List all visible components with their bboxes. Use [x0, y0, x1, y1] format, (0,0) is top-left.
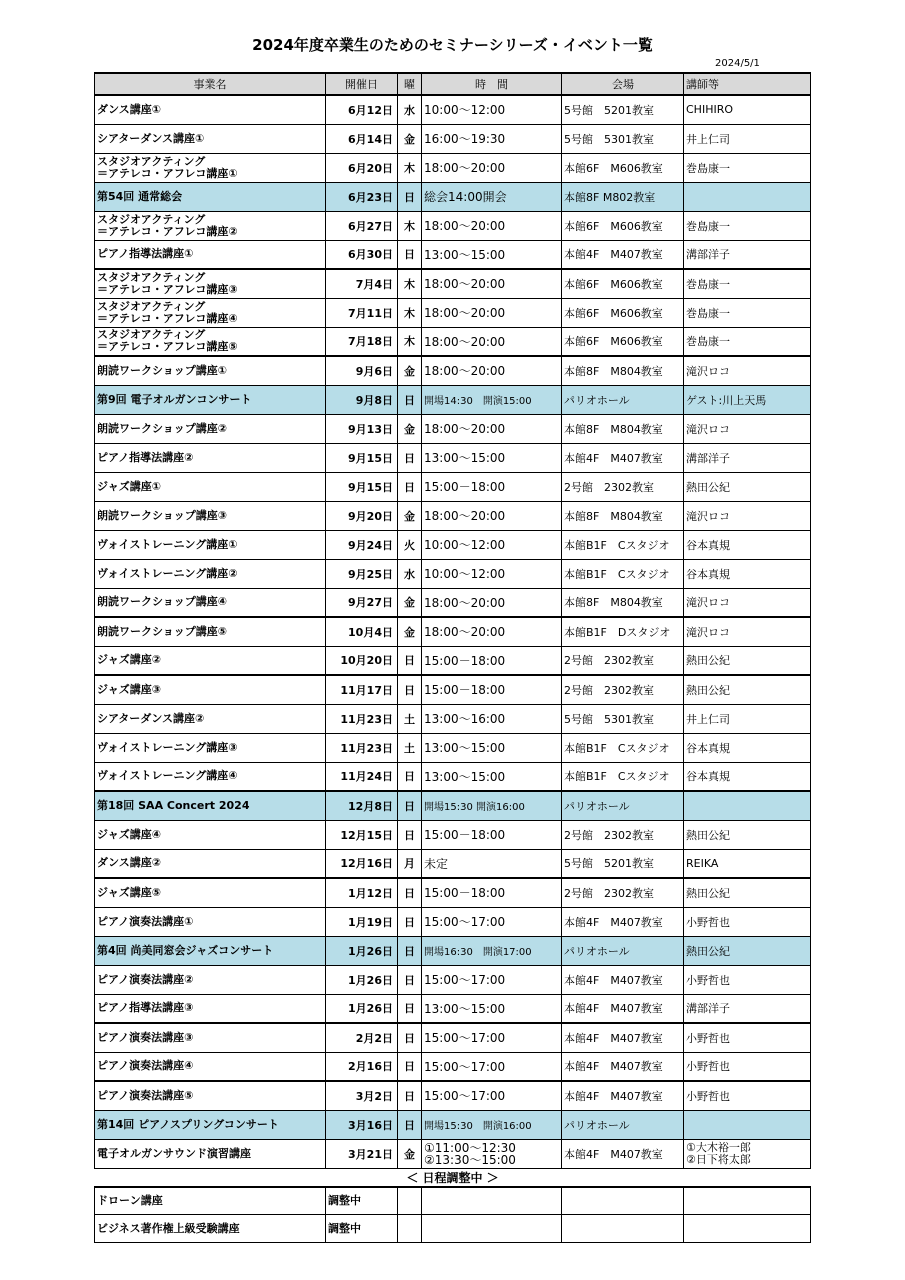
event-venue: 本館4F M407教室 — [562, 1052, 684, 1081]
table-row — [95, 878, 811, 907]
event-venue: 本館8F M804教室 — [562, 356, 684, 385]
event-time: 16:00～19:30 — [422, 124, 562, 153]
table-row — [95, 1023, 811, 1052]
event-venue: 本館6F M606教室 — [562, 211, 684, 240]
event-name: ダンス講座② — [95, 849, 326, 878]
event-name: ピアノ演奏法講座④ — [95, 1052, 326, 1081]
event-name: 第54回 通常総会 — [95, 182, 326, 211]
event-name: 朗読ワークショップ講座③ — [95, 501, 326, 530]
event-weekday: 日 — [398, 1052, 422, 1081]
event-weekday: 日 — [398, 1110, 422, 1139]
event-name: ピアノ演奏法講座③ — [95, 1023, 326, 1052]
event-time: 15:00～17:00 — [422, 1052, 562, 1081]
table-row — [95, 356, 811, 385]
event-name: スタジオアクティング ＝アテレコ・アフレコ講座⑤ — [95, 327, 326, 356]
event-name: シアターダンス講座① — [95, 124, 326, 153]
event-date: 9月25日 — [326, 559, 398, 588]
event-lecturer: 滝沢ロコ — [684, 356, 811, 385]
table-row — [95, 240, 811, 269]
table-row — [95, 820, 811, 849]
event-venue: 5号館 5301教室 — [562, 124, 684, 153]
event-name: ジャズ講座① — [95, 472, 326, 501]
table-row — [95, 1052, 811, 1081]
header-event-name: 事業名 — [95, 73, 326, 95]
event-date: 6月20日 — [326, 153, 398, 182]
event-time: 13:00～15:00 — [422, 762, 562, 791]
event-weekday: 金 — [398, 356, 422, 385]
event-time: 13:00～15:00 — [422, 443, 562, 472]
event-time: 15:00～17:00 — [422, 1023, 562, 1052]
event-time: 18:00～20:00 — [422, 617, 562, 646]
event-lecturer: 熱田公紀 — [684, 878, 811, 907]
event-weekday: 金 — [398, 414, 422, 443]
event-venue: 本館6F M606教室 — [562, 269, 684, 298]
event-lecturer: ①大木裕一郎 ②日下将太郎 — [684, 1139, 811, 1168]
event-weekday: 日 — [398, 936, 422, 965]
event-time: 10:00～12:00 — [422, 559, 562, 588]
event-venue: 本館4F M407教室 — [562, 1081, 684, 1110]
table-row — [95, 936, 811, 965]
event-venue: 本館6F M606教室 — [562, 153, 684, 182]
event-time: 15:00－18:00 — [422, 878, 562, 907]
event-venue: 5号館 5301教室 — [562, 704, 684, 733]
tbd-status: 調整中 — [326, 1215, 398, 1243]
event-date: 12月15日 — [326, 820, 398, 849]
event-weekday: 金 — [398, 617, 422, 646]
event-name: ピアノ指導法講座③ — [95, 994, 326, 1023]
page-title: 2024年度卒業生のためのセミナーシリーズ・イベント一覧 — [252, 36, 653, 54]
event-date: 6月23日 — [326, 182, 398, 211]
header-time: 時 間 — [422, 73, 562, 95]
event-time: 15:00－18:00 — [422, 472, 562, 501]
table-row — [95, 704, 811, 733]
event-lecturer: CHIHIRO — [684, 95, 811, 124]
table-header-row — [95, 73, 811, 95]
table-row — [95, 414, 811, 443]
event-lecturer: 滝沢ロコ — [684, 617, 811, 646]
event-name: ダンス講座① — [95, 95, 326, 124]
event-venue: 2号館 2302教室 — [562, 675, 684, 704]
event-lecturer: 谷本真規 — [684, 530, 811, 559]
tbd-status: 調整中 — [326, 1187, 398, 1215]
event-lecturer: REIKA — [684, 849, 811, 878]
empty-cell — [422, 1215, 562, 1243]
event-name: 第9回 電子オルガンコンサート — [95, 385, 326, 414]
event-date: 6月27日 — [326, 211, 398, 240]
empty-cell — [398, 1215, 422, 1243]
table-row — [95, 153, 811, 182]
event-time: 開場16:30 開演17:00 — [422, 936, 562, 965]
event-lecturer: 滝沢ロコ — [684, 501, 811, 530]
event-lecturer: 溝部洋子 — [684, 994, 811, 1023]
event-weekday: 日 — [398, 791, 422, 820]
table-row — [95, 733, 811, 762]
event-time: 15:00～17:00 — [422, 965, 562, 994]
event-lecturer: ゲスト:川上天馬 — [684, 385, 811, 414]
event-name: ピアノ演奏法講座② — [95, 965, 326, 994]
event-time: 15:00－18:00 — [422, 675, 562, 704]
table-row — [95, 443, 811, 472]
event-date: 1月26日 — [326, 994, 398, 1023]
event-date: 12月16日 — [326, 849, 398, 878]
event-name: 電子オルガンサウンド演習講座 — [95, 1139, 326, 1168]
empty-cell — [398, 1187, 422, 1215]
event-name: ヴォイストレーニング講座② — [95, 559, 326, 588]
event-weekday: 月 — [398, 849, 422, 878]
event-lecturer: 小野哲也 — [684, 907, 811, 936]
event-time: 13:00～15:00 — [422, 733, 562, 762]
header-date: 開催日 — [326, 73, 398, 95]
event-date: 10月4日 — [326, 617, 398, 646]
event-weekday: 木 — [398, 327, 422, 356]
event-time: 13:00～15:00 — [422, 240, 562, 269]
event-venue: 本館4F M407教室 — [562, 240, 684, 269]
event-name: ピアノ演奏法講座⑤ — [95, 1081, 326, 1110]
table-row — [95, 675, 811, 704]
schedule-pending-label: ＜ 日程調整中 ＞ — [406, 1170, 499, 1185]
table-row — [95, 472, 811, 501]
event-weekday: 木 — [398, 211, 422, 240]
event-weekday: 日 — [398, 1081, 422, 1110]
header-weekday: 曜 — [398, 73, 422, 95]
event-name: 第18回 SAA Concert 2024 — [95, 791, 326, 820]
event-time: 18:00～20:00 — [422, 211, 562, 240]
event-lecturer: 滝沢ロコ — [684, 588, 811, 617]
event-date: 6月12日 — [326, 95, 398, 124]
event-name: ピアノ指導法講座② — [95, 443, 326, 472]
event-time: 18:00～20:00 — [422, 327, 562, 356]
event-time: 18:00～20:00 — [422, 588, 562, 617]
table-row — [95, 762, 811, 791]
event-weekday: 日 — [398, 182, 422, 211]
event-weekday: 日 — [398, 994, 422, 1023]
event-date: 12月8日 — [326, 791, 398, 820]
event-name: 朗読ワークショップ講座② — [95, 414, 326, 443]
event-venue: 本館B1F Dスタジオ — [562, 617, 684, 646]
event-name: 第14回 ピアノスプリングコンサート — [95, 1110, 326, 1139]
event-table — [94, 72, 811, 1243]
event-lecturer — [684, 791, 811, 820]
tbd-event-name: ビジネス著作権上級受験講座 — [95, 1215, 326, 1243]
event-venue: 本館B1F Cスタジオ — [562, 733, 684, 762]
event-time: 18:00～20:00 — [422, 414, 562, 443]
event-time: 18:00～20:00 — [422, 153, 562, 182]
event-date: 9月20日 — [326, 501, 398, 530]
table-row — [95, 530, 811, 559]
event-date: 9月15日 — [326, 443, 398, 472]
event-name: 朗読ワークショップ講座④ — [95, 588, 326, 617]
event-venue: 本館8F M802教室 — [562, 182, 684, 211]
event-venue: 本館4F M407教室 — [562, 1139, 684, 1168]
event-name: ピアノ指導法講座① — [95, 240, 326, 269]
empty-cell — [684, 1215, 811, 1243]
tbd-row — [95, 1187, 811, 1215]
event-date: 7月11日 — [326, 298, 398, 327]
event-time: 18:00～20:00 — [422, 356, 562, 385]
document-date: 2024/5/1 — [715, 58, 760, 69]
table-row — [95, 559, 811, 588]
event-name: シアターダンス講座② — [95, 704, 326, 733]
event-name: スタジオアクティング ＝アテレコ・アフレコ講座③ — [95, 269, 326, 298]
event-date: 6月14日 — [326, 124, 398, 153]
event-date: 1月26日 — [326, 936, 398, 965]
event-date: 2月16日 — [326, 1052, 398, 1081]
event-venue: 本館4F M407教室 — [562, 965, 684, 994]
event-date: 11月24日 — [326, 762, 398, 791]
event-weekday: 水 — [398, 95, 422, 124]
event-date: 7月4日 — [326, 269, 398, 298]
event-date: 2月2日 — [326, 1023, 398, 1052]
event-weekday: 金 — [398, 588, 422, 617]
table-row — [95, 994, 811, 1023]
event-lecturer: 溝部洋子 — [684, 240, 811, 269]
event-lecturer: 熱田公紀 — [684, 675, 811, 704]
event-venue: 2号館 2302教室 — [562, 646, 684, 675]
event-time: 15:00－18:00 — [422, 820, 562, 849]
empty-cell — [422, 1187, 562, 1215]
event-time: 10:00～12:00 — [422, 530, 562, 559]
event-date: 11月23日 — [326, 704, 398, 733]
event-lecturer: 井上仁司 — [684, 704, 811, 733]
event-name: 第4回 尚美同窓会ジャズコンサート — [95, 936, 326, 965]
table-row — [95, 298, 811, 327]
event-date: 9月13日 — [326, 414, 398, 443]
table-row — [95, 588, 811, 617]
table-row — [95, 907, 811, 936]
event-date: 9月24日 — [326, 530, 398, 559]
tbd-row — [95, 1215, 811, 1243]
event-lecturer: 巻島康一 — [684, 327, 811, 356]
event-time: 18:00～20:00 — [422, 501, 562, 530]
event-lecturer: 小野哲也 — [684, 1023, 811, 1052]
event-weekday: 土 — [398, 704, 422, 733]
event-time: 18:00～20:00 — [422, 298, 562, 327]
event-venue: 本館8F M804教室 — [562, 414, 684, 443]
event-date: 1月26日 — [326, 965, 398, 994]
event-name: ヴォイストレーニング講座④ — [95, 762, 326, 791]
event-time: 開場15:30 開演16:00 — [422, 791, 562, 820]
table-row — [95, 965, 811, 994]
event-lecturer: 熱田公紀 — [684, 472, 811, 501]
event-name: 朗読ワークショップ講座① — [95, 356, 326, 385]
event-time: 13:00～15:00 — [422, 994, 562, 1023]
event-name: ヴォイストレーニング講座③ — [95, 733, 326, 762]
event-venue: 5号館 5201教室 — [562, 95, 684, 124]
table-row — [95, 617, 811, 646]
event-lecturer: 溝部洋子 — [684, 443, 811, 472]
tbd-event-name: ドローン講座 — [95, 1187, 326, 1215]
event-lecturer: 小野哲也 — [684, 1081, 811, 1110]
event-venue: 5号館 5201教室 — [562, 849, 684, 878]
event-time: 10:00～12:00 — [422, 95, 562, 124]
event-venue: 本館4F M407教室 — [562, 443, 684, 472]
event-weekday: 木 — [398, 153, 422, 182]
table-row — [95, 646, 811, 675]
event-lecturer: 巻島康一 — [684, 269, 811, 298]
event-date: 3月16日 — [326, 1110, 398, 1139]
event-lecturer: 巻島康一 — [684, 211, 811, 240]
event-weekday: 水 — [398, 559, 422, 588]
event-venue: 本館B1F Cスタジオ — [562, 530, 684, 559]
table-row — [95, 95, 811, 124]
event-time: ①11:00～12:30 ②13:30～15:00 — [422, 1139, 562, 1168]
event-name: ジャズ講座② — [95, 646, 326, 675]
table-row — [95, 849, 811, 878]
event-lecturer: 谷本真規 — [684, 559, 811, 588]
event-time: 15:00～17:00 — [422, 907, 562, 936]
table-row — [95, 791, 811, 820]
event-date: 3月2日 — [326, 1081, 398, 1110]
event-time: 18:00～20:00 — [422, 269, 562, 298]
event-date: 10月20日 — [326, 646, 398, 675]
event-time: 総会14:00開会 — [422, 182, 562, 211]
event-weekday: 火 — [398, 530, 422, 559]
event-lecturer: 熱田公紀 — [684, 936, 811, 965]
empty-cell — [562, 1187, 684, 1215]
event-venue: 本館B1F Cスタジオ — [562, 762, 684, 791]
event-date: 1月19日 — [326, 907, 398, 936]
event-weekday: 日 — [398, 878, 422, 907]
event-weekday: 日 — [398, 472, 422, 501]
event-lecturer: 谷本真規 — [684, 762, 811, 791]
event-name: スタジオアクティング ＝アテレコ・アフレコ講座② — [95, 211, 326, 240]
event-weekday: 日 — [398, 443, 422, 472]
event-weekday: 金 — [398, 501, 422, 530]
event-name: ピアノ演奏法講座① — [95, 907, 326, 936]
event-lecturer: 小野哲也 — [684, 1052, 811, 1081]
event-venue: パリオホール — [562, 791, 684, 820]
event-time: 15:00－18:00 — [422, 646, 562, 675]
event-weekday: 日 — [398, 240, 422, 269]
event-venue: 本館6F M606教室 — [562, 298, 684, 327]
event-weekday: 日 — [398, 907, 422, 936]
event-date: 7月18日 — [326, 327, 398, 356]
table-row — [95, 182, 811, 211]
event-venue: パリオホール — [562, 1110, 684, 1139]
empty-cell — [562, 1215, 684, 1243]
table-row — [95, 327, 811, 356]
table-row — [95, 124, 811, 153]
event-date: 9月15日 — [326, 472, 398, 501]
event-venue: パリオホール — [562, 936, 684, 965]
event-lecturer — [684, 182, 811, 211]
event-name: ジャズ講座⑤ — [95, 878, 326, 907]
table-row — [95, 1139, 811, 1168]
event-venue: 2号館 2302教室 — [562, 820, 684, 849]
table-row — [95, 211, 811, 240]
event-date: 9月8日 — [326, 385, 398, 414]
event-date: 6月30日 — [326, 240, 398, 269]
event-date: 3月21日 — [326, 1139, 398, 1168]
event-weekday: 日 — [398, 1023, 422, 1052]
event-lecturer: 巻島康一 — [684, 153, 811, 182]
event-name: スタジオアクティング ＝アテレコ・アフレコ講座④ — [95, 298, 326, 327]
event-date: 9月6日 — [326, 356, 398, 385]
event-lecturer: 井上仁司 — [684, 124, 811, 153]
event-name: ジャズ講座③ — [95, 675, 326, 704]
event-name: 朗読ワークショップ講座⑤ — [95, 617, 326, 646]
event-venue: 本館8F M804教室 — [562, 588, 684, 617]
event-venue: 本館6F M606教室 — [562, 327, 684, 356]
event-lecturer: 谷本真規 — [684, 733, 811, 762]
empty-cell — [684, 1187, 811, 1215]
event-weekday: 日 — [398, 675, 422, 704]
header-venue: 会場 — [562, 73, 684, 95]
event-venue: パリオホール — [562, 385, 684, 414]
event-venue: 本館8F M804教室 — [562, 501, 684, 530]
event-time: 15:00～17:00 — [422, 1081, 562, 1110]
event-name: ジャズ講座④ — [95, 820, 326, 849]
table-row — [95, 385, 811, 414]
event-venue: 本館4F M407教室 — [562, 1023, 684, 1052]
schedule-pending-row — [95, 1168, 811, 1187]
event-time: 開場15:30 開演16:00 — [422, 1110, 562, 1139]
event-time: 未定 — [422, 849, 562, 878]
event-date: 9月27日 — [326, 588, 398, 617]
event-weekday: 金 — [398, 124, 422, 153]
event-name: ヴォイストレーニング講座① — [95, 530, 326, 559]
event-weekday: 日 — [398, 820, 422, 849]
event-weekday: 土 — [398, 733, 422, 762]
event-venue: 2号館 2302教室 — [562, 878, 684, 907]
event-lecturer: 小野哲也 — [684, 965, 811, 994]
event-lecturer: 滝沢ロコ — [684, 414, 811, 443]
event-lecturer: 熱田公紀 — [684, 820, 811, 849]
event-venue: 本館4F M407教室 — [562, 907, 684, 936]
event-weekday: 日 — [398, 646, 422, 675]
event-date: 1月12日 — [326, 878, 398, 907]
table-row — [95, 1081, 811, 1110]
event-time: 開場14:30 開演15:00 — [422, 385, 562, 414]
event-weekday: 金 — [398, 1139, 422, 1168]
event-venue: 本館B1F Cスタジオ — [562, 559, 684, 588]
event-lecturer: 熱田公紀 — [684, 646, 811, 675]
event-weekday: 日 — [398, 385, 422, 414]
event-venue: 本館4F M407教室 — [562, 994, 684, 1023]
table-row — [95, 501, 811, 530]
event-lecturer — [684, 1110, 811, 1139]
event-lecturer: 巻島康一 — [684, 298, 811, 327]
event-weekday: 木 — [398, 298, 422, 327]
header-lecturer: 講師等 — [684, 73, 811, 95]
event-date: 11月17日 — [326, 675, 398, 704]
table-row — [95, 269, 811, 298]
event-name: スタジオアクティング ＝アテレコ・アフレコ講座① — [95, 153, 326, 182]
event-weekday: 日 — [398, 965, 422, 994]
event-weekday: 日 — [398, 762, 422, 791]
event-weekday: 木 — [398, 269, 422, 298]
event-time: 13:00～16:00 — [422, 704, 562, 733]
table-row — [95, 1110, 811, 1139]
event-venue: 2号館 2302教室 — [562, 472, 684, 501]
event-date: 11月23日 — [326, 733, 398, 762]
